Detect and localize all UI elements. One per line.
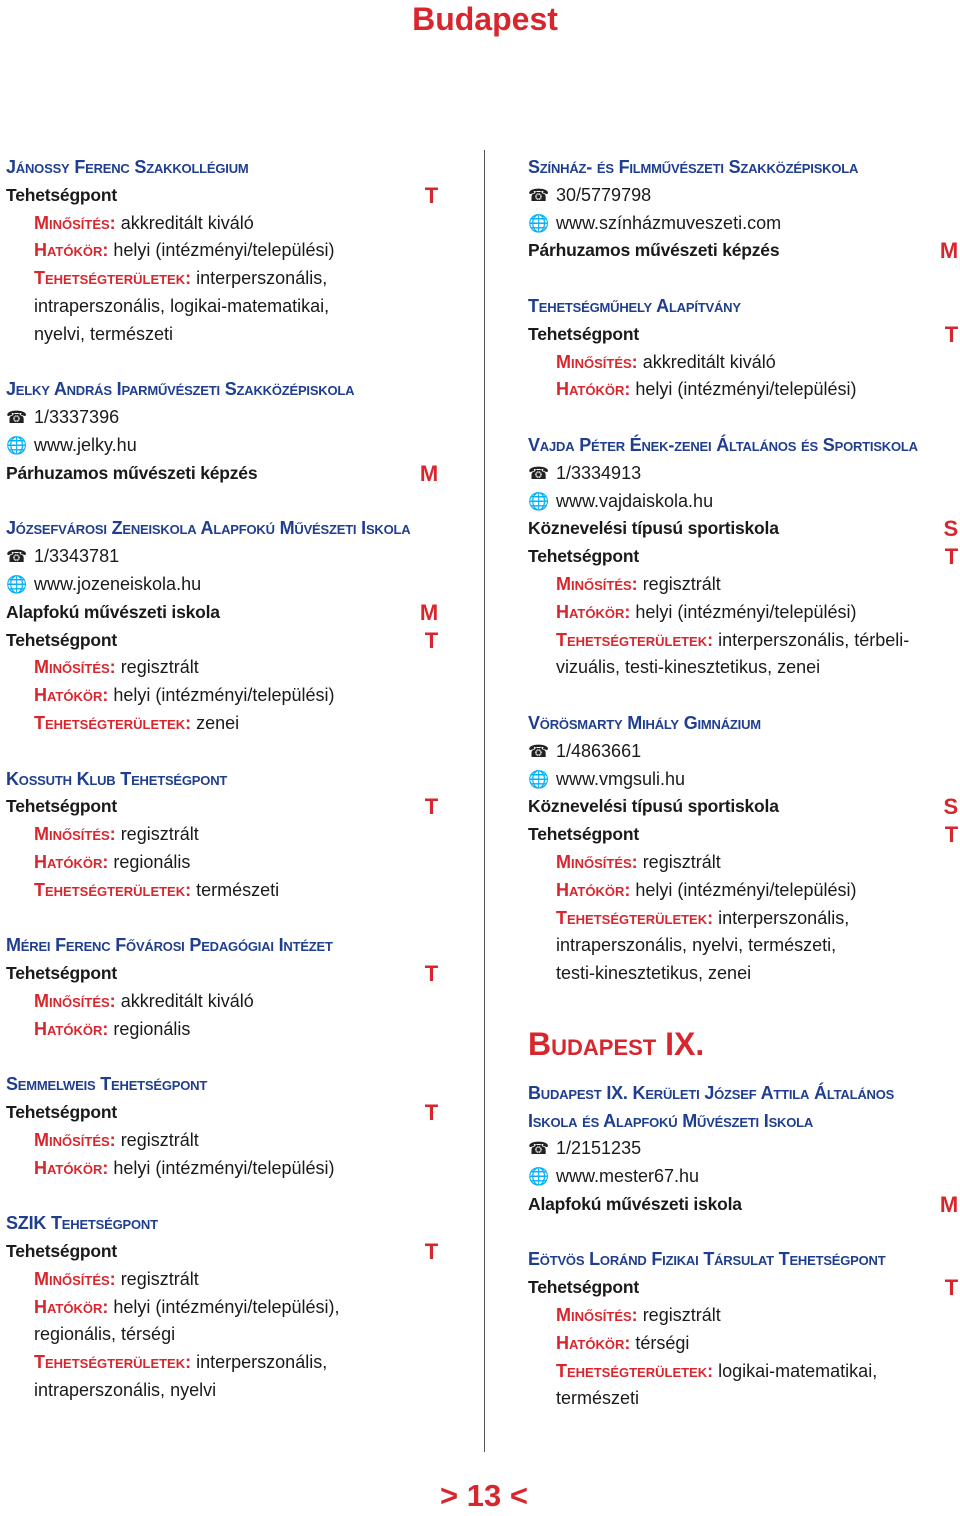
entry-name: Tehetségműhely Alapítvány [528, 295, 741, 316]
minosites-value: regisztrált [642, 851, 721, 872]
web-line [528, 766, 958, 794]
globe-icon: 🌐 [528, 1167, 550, 1187]
hatokor-label: Hatókör: [34, 1157, 109, 1178]
entry-type-line [6, 960, 438, 988]
minosites-value: regisztrált [642, 573, 721, 594]
entry-type-line [6, 182, 438, 210]
hatokor-line [6, 1294, 438, 1322]
web-line [528, 1163, 958, 1191]
entry-name: Vörösmarty Mihály Gimnázium [528, 712, 761, 733]
phone-line [6, 543, 438, 571]
web-line [528, 488, 958, 516]
website-link[interactable]: www.jozeneiskola.hu [34, 573, 202, 594]
entry-type: Alapfokú művészeti iskola [6, 601, 220, 622]
minosites-label: Minősítés: [34, 1268, 116, 1289]
teruletek-value: természeti [196, 879, 280, 900]
entry-type: Párhuzamos művészeti képzés [6, 462, 258, 483]
teruletek-continued: nyelvi, természeti [34, 323, 174, 344]
minosites-line [528, 1302, 958, 1330]
minosites-value: regisztrált [120, 1129, 199, 1150]
entry-type-line [6, 627, 438, 655]
teruletek-value: interperszonális, [718, 907, 850, 928]
phone-icon: ☎ [528, 185, 550, 205]
minosites-label: Minősítés: [34, 657, 116, 678]
minosites-label: Minősítés: [34, 1129, 116, 1150]
entry-semmelweis [6, 1071, 438, 1182]
hatokor-label: Hatókör: [34, 851, 109, 872]
phone-number: 1/2151235 [556, 1138, 642, 1159]
entry-name: Mérei Ferenc Fővárosi Pedagógiai Intézet [6, 935, 333, 956]
teruletek-label: Tehetségterületek: [556, 629, 714, 650]
globe-icon: 🌐 [6, 435, 28, 455]
minosites-label: Minősítés: [556, 851, 638, 872]
type-code: T [944, 1275, 958, 1301]
entry-type: Tehetségpont [6, 1102, 118, 1123]
teruletek-label: Tehetségterületek: [34, 879, 192, 900]
column-divider [484, 150, 485, 1452]
teruletek-line [528, 627, 958, 655]
hatokor-continued: regionális, térségi [34, 1324, 176, 1345]
teruletek-value: interperszonális, [196, 268, 328, 289]
entry-type: Köznevelési típusú sportiskola [528, 796, 779, 817]
entry-name: Jánossy Ferenc Szakkollégium [6, 157, 249, 177]
type-code: S [943, 516, 958, 542]
teruletek-line [6, 710, 438, 738]
minosites-label: Minősítés: [34, 212, 116, 233]
entry-name: Semmelweis Tehetségpont [6, 1074, 208, 1095]
entry-name: SZIK Tehetségpont [6, 1213, 158, 1234]
entry-tehetsegmuhely [528, 293, 958, 404]
minosites-line [528, 849, 958, 877]
hatokor-value: térségi [635, 1332, 690, 1353]
hatokor-label: Hatókör: [556, 1332, 631, 1353]
website-link[interactable]: www.jelky.hu [34, 434, 137, 455]
phone-number: 1/3337396 [34, 407, 120, 428]
entry-type: Tehetségpont [528, 824, 640, 845]
type-code: M [419, 460, 438, 486]
teruletek-value: interperszonális, [196, 1352, 328, 1373]
hatokor-value: helyi (intézményi/települési) [113, 685, 335, 706]
web-line [528, 210, 958, 238]
phone-line [528, 1135, 958, 1163]
entry-type: Párhuzamos művészeti képzés [528, 240, 780, 261]
minosites-line [6, 654, 438, 682]
entry-type: Alapfokú művészeti iskola [528, 1193, 742, 1214]
phone-icon: ☎ [6, 547, 28, 567]
hatokor-line [6, 1155, 438, 1183]
entry-type-line [6, 599, 438, 627]
hatokor-value: regionális [113, 851, 191, 872]
teruletek-line [528, 1358, 958, 1386]
teruletek-line [6, 265, 438, 293]
teruletek-value: zenei [196, 712, 240, 733]
teruletek-continued: intraperszonális, nyelvi, természeti, [556, 935, 837, 956]
hatokor-label: Hatókör: [34, 1296, 109, 1317]
entry-type-line [528, 1274, 958, 1302]
entry-type: Tehetségpont [6, 796, 118, 817]
minosites-value: regisztrált [120, 1268, 199, 1289]
type-code: M [419, 599, 438, 625]
entry-janossy [6, 154, 438, 349]
right-column [528, 154, 958, 1441]
globe-icon: 🌐 [6, 574, 28, 594]
teruletek-continued: természeti [556, 1388, 640, 1409]
entry-szinhaz [528, 154, 958, 265]
hatokor-value: helyi (intézményi/települési), [113, 1296, 340, 1317]
teruletek-line [528, 905, 958, 933]
phone-icon: ☎ [6, 408, 28, 428]
entry-type: Tehetségpont [6, 1241, 118, 1262]
type-code: M [939, 238, 958, 264]
hatokor-value: helyi (intézményi/települési) [635, 601, 857, 622]
hatokor-line [6, 849, 438, 877]
teruletek-value: interperszonális, térbeli- [718, 629, 910, 650]
hatokor-value: helyi (intézményi/települési) [635, 379, 857, 400]
hatokor-value: helyi (intézményi/települési) [113, 1157, 335, 1178]
minosites-value: regisztrált [120, 824, 199, 845]
phone-icon: ☎ [528, 741, 550, 761]
minosites-value: regisztrált [120, 657, 199, 678]
type-code: T [944, 544, 958, 570]
hatokor-label: Hatókör: [34, 240, 109, 261]
teruletek-continued: testi-kinesztetikus, zenei [556, 963, 752, 984]
teruletek-label: Tehetségterületek: [34, 712, 192, 733]
hatokor-line [6, 1016, 438, 1044]
hatokor-value: regionális [113, 1018, 191, 1039]
teruletek-label: Tehetségterületek: [556, 907, 714, 928]
teruletek-continued: intraperszonális, nyelvi [34, 1380, 217, 1401]
phone-line [6, 404, 438, 432]
entry-type-line [528, 237, 958, 265]
minosites-line [6, 1127, 438, 1155]
entry-type: Tehetségpont [6, 963, 118, 984]
entry-name: Eötvös Loránd Fizikai Társulat Tehetségpont [528, 1249, 886, 1270]
entry-name: Jelky András Iparművészeti Szakközépiskola [6, 379, 355, 400]
entry-merei [6, 932, 438, 1043]
hatokor-line [528, 599, 958, 627]
minosites-value: akkreditált kiváló [120, 990, 254, 1011]
hatokor-label: Hatókör: [556, 379, 631, 400]
type-code: T [424, 1100, 438, 1126]
entry-type-line [6, 1238, 438, 1266]
hatokor-line [6, 237, 438, 265]
entry-type-line [528, 821, 958, 849]
entry-type: Tehetségpont [6, 629, 118, 650]
entry-type-line [528, 793, 958, 821]
website-link[interactable]: www.vajdaiskola.hu [556, 490, 714, 511]
entry-jozsefvarosi [6, 515, 438, 737]
minosites-line [6, 1266, 438, 1294]
type-code: T [424, 627, 438, 653]
website-link[interactable]: www.mester67.hu [556, 1166, 700, 1187]
entry-type-line [6, 460, 438, 488]
hatokor-line [528, 1330, 958, 1358]
hatokor-value: helyi (intézményi/települési) [113, 240, 335, 261]
phone-number: 1/3334913 [556, 462, 642, 483]
web-line [6, 432, 438, 460]
teruletek-label: Tehetségterületek: [34, 1352, 192, 1373]
type-code: M [939, 1191, 958, 1217]
globe-icon: 🌐 [528, 491, 550, 511]
entry-name: Józsefvárosi Zeneiskola Alapfokú Művészeti Iskola [6, 518, 411, 539]
hatokor-line [6, 682, 438, 710]
web-line [6, 571, 438, 599]
teruletek-value: logikai-matematikai, [718, 1360, 878, 1381]
type-code: T [424, 794, 438, 820]
phone-number: 1/4863661 [556, 740, 642, 761]
teruletek-label: Tehetségterületek: [34, 268, 192, 289]
globe-icon: 🌐 [528, 213, 550, 233]
entry-jelky [6, 376, 438, 487]
phone-line [528, 182, 958, 210]
minosites-line [6, 210, 438, 238]
entry-type: Tehetségpont [528, 1277, 640, 1298]
teruletek-label: Tehetségterületek: [556, 1360, 714, 1381]
minosites-label: Minősítés: [556, 1305, 638, 1326]
entry-type: Köznevelési típusú sportiskola [528, 518, 779, 539]
entry-name: Színház- és Filmművészeti Szakközépiskola [528, 157, 859, 177]
entry-vorosmarty [528, 710, 958, 988]
entry-type-line [6, 1099, 438, 1127]
entry-type: Tehetségpont [528, 323, 640, 344]
page-title: Budapest [412, 1, 558, 37]
hatokor-label: Hatókör: [34, 1018, 109, 1039]
phone-line [528, 460, 958, 488]
type-code: T [424, 1239, 438, 1265]
phone-icon: ☎ [528, 1139, 550, 1159]
entry-type: Tehetségpont [6, 184, 118, 205]
globe-icon: 🌐 [528, 769, 550, 789]
entry-type-line [528, 515, 958, 543]
teruletek-continued: intraperszonális, logikai-matematikai, [34, 295, 330, 316]
minosites-label: Minősítés: [556, 573, 638, 594]
hatokor-label: Hatókör: [556, 879, 631, 900]
minosites-value: regisztrált [642, 1305, 721, 1326]
left-column [6, 154, 438, 1433]
teruletek-line [6, 877, 438, 905]
hatokor-label: Hatókör: [34, 685, 109, 706]
hatokor-line [528, 877, 958, 905]
website-link[interactable]: www.színházmuveszeti.com [556, 212, 782, 233]
phone-line [528, 738, 958, 766]
page-number: > 13 < [440, 1478, 528, 1513]
entry-type-line [6, 793, 438, 821]
minosites-line [528, 349, 958, 377]
minosites-line [6, 821, 438, 849]
entry-type-line [528, 321, 958, 349]
minosites-line [528, 571, 958, 599]
minosites-label: Minősítés: [34, 990, 116, 1011]
website-link[interactable]: www.vmgsuli.hu [556, 768, 686, 789]
entry-szik [6, 1210, 438, 1405]
phone-number: 1/3343781 [34, 546, 120, 567]
phone-number: 30/5779798 [556, 184, 652, 205]
entry-name: Budapest IX. Kerületi József Attila Általános [528, 1082, 895, 1103]
entry-kossuth [6, 766, 438, 905]
type-code: T [944, 321, 958, 347]
section-heading: Budapest IX. [528, 1025, 705, 1062]
entry-name-continued: Iskola és Alapfokú Művészeti Iskola [528, 1110, 814, 1131]
type-code: T [944, 822, 958, 848]
hatokor-line [528, 376, 958, 404]
entry-vajda [528, 432, 958, 682]
entry-type-line [528, 543, 958, 571]
minosites-label: Minősítés: [556, 351, 638, 372]
hatokor-value: helyi (intézményi/települési) [635, 879, 857, 900]
minosites-value: akkreditált kiváló [120, 212, 254, 233]
entry-jozsef-attila [528, 1080, 958, 1219]
entry-name: Kossuth Klub Tehetségpont [6, 768, 228, 789]
minosites-line [6, 988, 438, 1016]
entry-type-line [528, 1191, 958, 1219]
minosites-value: akkreditált kiváló [642, 351, 776, 372]
teruletek-continued: vizuális, testi-kinesztetikus, zenei [556, 657, 821, 678]
entry-name: Vajda Péter Ének-zenei Általános és Sportiskola [528, 434, 918, 455]
type-code: S [943, 794, 958, 820]
entry-eotvos [528, 1246, 958, 1413]
hatokor-label: Hatókör: [556, 601, 631, 622]
type-code: T [424, 182, 438, 208]
minosites-label: Minősítés: [34, 824, 116, 845]
teruletek-line [6, 1349, 438, 1377]
phone-icon: ☎ [528, 463, 550, 483]
entry-type: Tehetségpont [528, 546, 640, 567]
type-code: T [424, 961, 438, 987]
